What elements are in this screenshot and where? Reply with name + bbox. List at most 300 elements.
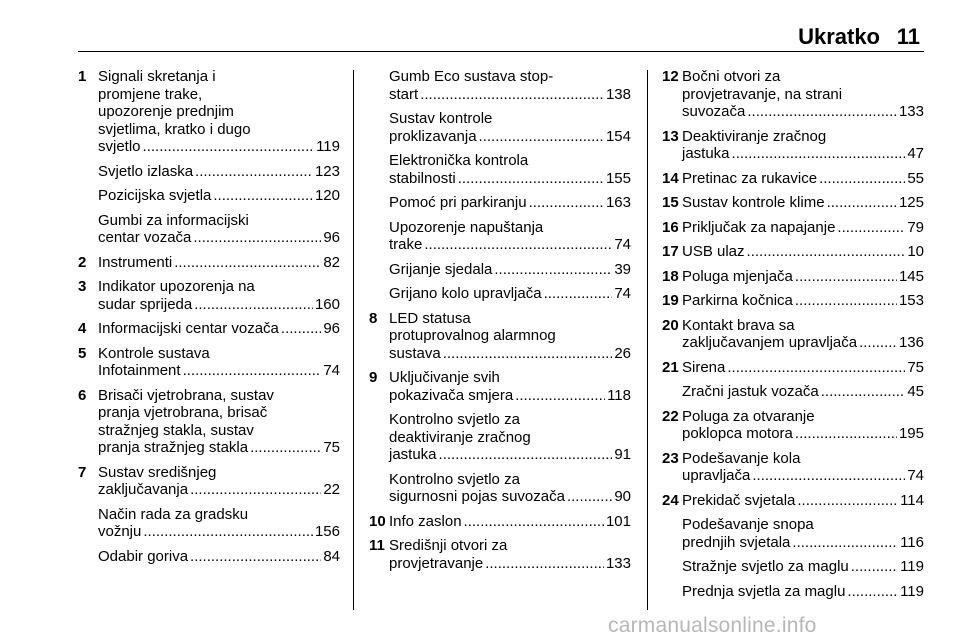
item-number: 19 [662,292,679,309]
entry-line: Kontakt brava sa [682,316,795,334]
entry-text [389,68,631,103]
entry-text [682,292,924,310]
entry-line: USB ulaz [682,243,745,260]
item-number [369,471,389,506]
entry-line: LED statusa [389,309,471,327]
entry-text [682,492,924,510]
item-number [78,212,98,247]
entry-text [389,261,631,279]
entry-line: poklopca motora [682,425,793,442]
item-number [369,194,389,212]
entry-text [389,194,631,212]
page-reference[interactable]: 125 [898,194,924,211]
index-entry[interactable] [662,317,924,352]
index-entry[interactable] [369,261,631,279]
page-reference[interactable]: 39 [614,260,631,278]
entry-line: stražnjeg stakla, sustav [98,421,254,439]
entry-last-line [682,359,924,377]
entry-text [682,450,924,485]
page-reference[interactable]: 10 [907,243,924,260]
entry-line: start [389,85,419,103]
index-entry[interactable] [662,359,924,377]
entry-text [682,194,924,212]
entry-line: Brisači vjetrobrana, sustav [98,386,274,404]
index-entry[interactable] [662,450,924,485]
item-number: 7 [78,463,87,481]
index-entry[interactable] [369,411,631,464]
entry-line: Odabir goriva [98,547,189,565]
entry-text [682,408,924,443]
page-reference[interactable]: 156 [314,523,340,540]
entry-line: stabilnosti [389,169,456,187]
index-entry[interactable] [662,170,924,188]
page-reference[interactable]: 154 [605,127,631,145]
page-reference[interactable]: 155 [605,169,631,187]
item-number [78,187,98,205]
entry-text [98,254,340,272]
dot-leader [795,292,897,310]
page-reference[interactable]: 119 [316,138,340,155]
entry-last-line [98,138,340,156]
entry-last-line [98,163,340,181]
dot-leader [792,534,898,552]
entry-last-line [682,145,924,163]
page-reference[interactable]: 96 [323,229,340,246]
entry-text [682,516,924,551]
entry-line: Podešavanje kola [682,449,801,467]
index-entry[interactable] [662,558,924,576]
item-number [662,383,682,401]
page-reference[interactable]: 163 [605,194,631,211]
entry-line: Gumbi za informacijski [98,211,249,229]
page-reference[interactable]: 119 [900,582,924,600]
entry-text [682,219,924,237]
entry-last-line [389,128,631,146]
page-reference[interactable]: 74 [907,467,924,484]
index-column-3 [662,68,924,607]
entry-last-line [682,170,924,188]
dot-leader [250,439,321,457]
entry-line: jastuka [682,145,730,162]
index-entry[interactable] [662,194,924,212]
item-number [369,219,389,254]
entry-line: sudar sprijeda [98,295,193,313]
entry-line: Način rada za gradsku [98,505,249,523]
page-reference[interactable]: 160 [314,295,340,313]
entry-text [682,558,924,576]
dot-leader [281,320,321,338]
dot-leader [458,170,604,188]
entry-text [98,320,340,338]
entry-text [389,411,631,464]
dot-leader [515,387,605,405]
dot-leader [795,425,897,443]
entry-line: Sustav središnjeg [98,463,217,481]
index-entry[interactable] [662,292,924,310]
item-number: 18 [662,267,679,285]
index-entry[interactable] [662,243,924,261]
page-reference[interactable]: 82 [323,253,340,271]
entry-line: Svjetlo izlaska [98,162,194,180]
entry-text [389,219,631,254]
dot-leader [190,481,321,499]
index-entry[interactable] [369,537,631,572]
dot-leader [464,513,604,531]
item-number [369,152,389,187]
entry-text [682,170,924,188]
dot-leader [797,492,898,510]
item-number: 3 [78,278,87,295]
index-column-1 [78,68,340,572]
entry-text [389,310,631,363]
entry-line: Zračni jastuk vozača [682,383,819,400]
entry-last-line [389,555,631,573]
index-entry[interactable] [662,516,924,551]
index-entry[interactable] [662,408,924,443]
entry-last-line [98,320,340,338]
index-entry[interactable] [369,285,631,303]
entry-line: Upozorenje napuštanja [389,218,544,236]
entry-last-line [682,103,924,121]
item-number [662,516,682,551]
entry-line: trake [389,236,423,253]
entry-last-line [389,345,631,363]
dot-leader [183,362,322,380]
entry-text [98,163,340,181]
item-number: 8 [369,309,378,327]
item-number [662,558,682,576]
entry-last-line [98,362,340,380]
entry-text [98,212,340,247]
page-reference[interactable]: 84 [323,547,340,565]
index-entry[interactable] [78,387,340,457]
column-divider-2 [647,70,648,610]
entry-line: deaktiviranje zračnog [389,428,531,446]
entry-line: jastuka [389,446,437,463]
index-entry[interactable] [78,320,340,338]
item-number: 23 [662,449,679,467]
entry-last-line [682,243,924,261]
entry-line: Gumb Eco sustava stop- [389,68,554,85]
dot-leader [195,163,313,181]
dot-leader [193,229,321,247]
watermark-text: carmanualsonline.info [608,614,817,637]
entry-last-line [98,254,340,272]
page-reference[interactable]: 91 [614,446,631,463]
index-entry[interactable] [78,548,340,566]
page-reference[interactable]: 133 [898,103,924,120]
entry-line: Signali skretanja i [98,68,216,85]
entry-line: Grijanje sjedala [389,260,493,278]
index-entry[interactable] [662,68,924,121]
section-title: Ukratko [798,24,880,49]
dot-leader [747,243,906,261]
entry-text [98,345,340,380]
item-number: 13 [662,127,679,145]
page-reference[interactable]: 55 [907,169,924,187]
entry-line: svjetlo [98,138,141,155]
page-reference[interactable]: 45 [907,383,924,400]
index-entry[interactable] [369,369,631,404]
item-number: 20 [662,316,679,334]
page-reference[interactable]: 116 [900,533,924,551]
item-number: 10 [369,512,386,530]
dot-leader [143,523,313,541]
entry-last-line [682,268,924,286]
page-reference[interactable]: 138 [605,85,631,103]
dot-leader [827,194,897,212]
entry-last-line [98,439,340,457]
page-reference[interactable]: 22 [323,481,340,498]
entry-text [682,128,924,163]
index-entry[interactable] [369,110,631,145]
item-number [662,583,682,601]
item-number: 4 [78,320,87,337]
dot-leader [479,128,604,146]
item-number [369,261,389,279]
entry-line: Prekidač svjetala [682,491,796,509]
index-entry[interactable] [369,152,631,187]
entry-line: Sustav kontrole klime [682,194,825,211]
entry-line: proklizavanja [389,127,477,145]
index-entry[interactable] [662,128,924,163]
dot-leader [752,467,905,485]
page-reference[interactable]: 119 [900,558,924,575]
entry-text [389,537,631,572]
entry-line: pokazivača smjera [389,386,514,404]
dot-leader [485,555,604,573]
entry-line: svjetlima, kratko i dugo [98,120,251,138]
entry-text [389,110,631,145]
dot-leader [424,236,612,254]
item-number: 1 [78,68,87,85]
dot-leader [819,170,905,188]
dot-leader [494,261,612,279]
page-reference[interactable]: 79 [907,218,924,236]
item-number [78,163,98,181]
entry-last-line [389,387,631,405]
dot-leader [544,285,613,303]
index-entry[interactable] [369,310,631,363]
index-entry[interactable] [662,268,924,286]
entry-line: zaključavanjem upravljača [682,334,858,351]
entry-last-line [389,236,631,254]
entry-line: Pozicijska svjetla [98,187,212,204]
entry-line: Elektronička kontrola [389,152,529,169]
entry-last-line [389,261,631,279]
entry-line: Pomoć pri parkiranju [389,194,527,211]
page-reference[interactable]: 26 [614,344,631,362]
index-entry[interactable] [78,464,340,499]
page-reference[interactable]: 120 [314,187,340,204]
page-reference[interactable]: 75 [907,358,924,376]
entry-last-line [682,292,924,310]
entry-last-line [98,481,340,499]
page-reference[interactable]: 153 [898,292,924,309]
dot-leader [439,446,613,464]
entry-line: centar vozača [98,229,192,246]
item-number [369,68,389,103]
entry-last-line [98,187,340,205]
index-entry[interactable] [369,194,631,212]
index-entry[interactable] [662,383,924,401]
index-entry[interactable] [662,583,924,601]
entry-line: Stražnje svjetlo za maglu [682,558,849,575]
index-entry[interactable] [78,212,340,247]
entry-line: Poluga za otvaranje [682,407,815,425]
dot-leader [851,558,898,576]
page-reference[interactable]: 74 [323,362,340,379]
entry-last-line [682,425,924,443]
dot-leader [529,194,604,212]
entry-last-line [98,229,340,247]
entry-line: Instrumenti [98,253,173,271]
entry-text [682,383,924,401]
index-column-2 [369,68,631,579]
index-entry[interactable] [369,219,631,254]
entry-text [682,583,924,601]
entry-last-line [682,467,924,485]
index-entry[interactable] [369,513,631,531]
entry-line: Pretinac za rukavice [682,169,818,187]
index-entry[interactable] [78,163,340,181]
entry-last-line [98,523,340,541]
entry-last-line [682,334,924,352]
entry-line: Grijano kolo upravljača [389,285,542,302]
entry-line: promjene trake, [98,85,203,103]
index-entry[interactable] [662,219,924,237]
page-reference[interactable]: 136 [898,334,924,351]
header-rule [78,51,924,52]
entry-text [98,548,340,566]
entry-text [98,464,340,499]
entry-line: Središnji otvori za [389,537,508,554]
item-number [369,411,389,464]
page-reference[interactable]: 74 [614,285,631,302]
page-reference[interactable]: 96 [323,320,340,337]
entry-line: prednjih svjetala [682,533,791,551]
dot-leader [420,86,604,104]
entry-last-line [682,558,924,576]
entry-last-line [682,534,924,552]
page-reference[interactable]: 118 [607,386,631,404]
entry-last-line [682,194,924,212]
entry-line: Sustav kontrole [389,110,493,127]
index-entry[interactable] [78,506,340,541]
dot-leader [190,548,321,566]
entry-line: provjetravanje [389,554,484,572]
entry-last-line [98,548,340,566]
page-reference[interactable]: 145 [898,267,924,285]
entry-last-line [682,492,924,510]
entry-last-line [389,488,631,506]
dot-leader [194,296,313,314]
item-number [78,548,98,566]
page-number: 11 [896,24,920,49]
entry-text [389,513,631,531]
entry-last-line [389,513,631,531]
entry-last-line [682,219,924,237]
item-number: 15 [662,194,679,211]
item-number: 5 [78,344,87,362]
item-number [369,110,389,145]
entry-line: pranja stražnjeg stakla [98,439,249,456]
item-number: 21 [662,358,679,376]
entry-text [98,278,340,313]
entry-text [682,359,924,377]
page-reference[interactable]: 90 [614,488,631,505]
entry-line: Deaktiviranje zračnog [682,127,827,145]
index-entry[interactable] [78,345,340,380]
entry-last-line [389,194,631,212]
entry-text [98,387,340,457]
index-entry[interactable] [78,68,340,156]
entry-last-line [682,383,924,401]
page-reference[interactable]: 133 [605,554,631,572]
dot-leader [174,254,321,272]
dot-leader [732,145,906,163]
column-divider-1 [353,70,354,610]
entry-line: upravljača [682,467,751,484]
item-number: 16 [662,218,679,236]
item-number: 24 [662,491,679,509]
item-number: 12 [662,68,679,85]
page-reference[interactable]: 123 [314,162,340,180]
entry-line: Kontrolno svjetlo za [389,411,520,428]
dot-leader [443,345,613,363]
page-reference[interactable]: 75 [323,439,340,456]
entry-line: Podešavanje snopa [682,516,814,533]
page-reference[interactable]: 74 [614,236,631,253]
entry-text [98,68,340,156]
entry-line: Uključivanje svih [389,369,500,386]
dot-leader [567,488,612,506]
dot-leader [795,268,897,286]
entry-line: Kontrolno svjetlo za [389,470,520,488]
entry-text [389,369,631,404]
page-reference[interactable]: 114 [900,491,924,509]
entry-line: vožnju [98,523,142,540]
index-entry[interactable] [78,254,340,272]
index-entry[interactable] [78,278,340,313]
entry-text [682,317,924,352]
index-entry[interactable] [369,68,631,103]
entry-line: Informacijski centar vozača [98,320,279,337]
index-entry[interactable] [662,492,924,510]
entry-text [682,68,924,121]
entry-text [98,187,340,205]
page-reference[interactable]: 101 [605,512,631,530]
entry-last-line [389,170,631,188]
entry-line: sigurnosni pojas suvozača [389,488,565,505]
dot-leader [821,383,906,401]
entry-line: protuprovalnog alarmnog [389,327,556,344]
index-entry[interactable] [78,187,340,205]
page-reference[interactable]: 47 [907,145,924,162]
entry-last-line [389,86,631,104]
entry-line: Prednja svjetla za maglu [682,582,846,600]
index-entry[interactable] [369,471,631,506]
entry-last-line [389,285,631,303]
dot-leader [143,138,315,156]
entry-last-line [682,583,924,601]
entry-line: provjetravanje, na strani [682,85,843,103]
entry-line: Infotainment [98,362,181,379]
entry-text [682,243,924,261]
item-number: 6 [78,386,87,404]
entry-line: pranja vjetrobrana, brisač [98,404,268,421]
page-reference[interactable]: 195 [898,425,924,442]
